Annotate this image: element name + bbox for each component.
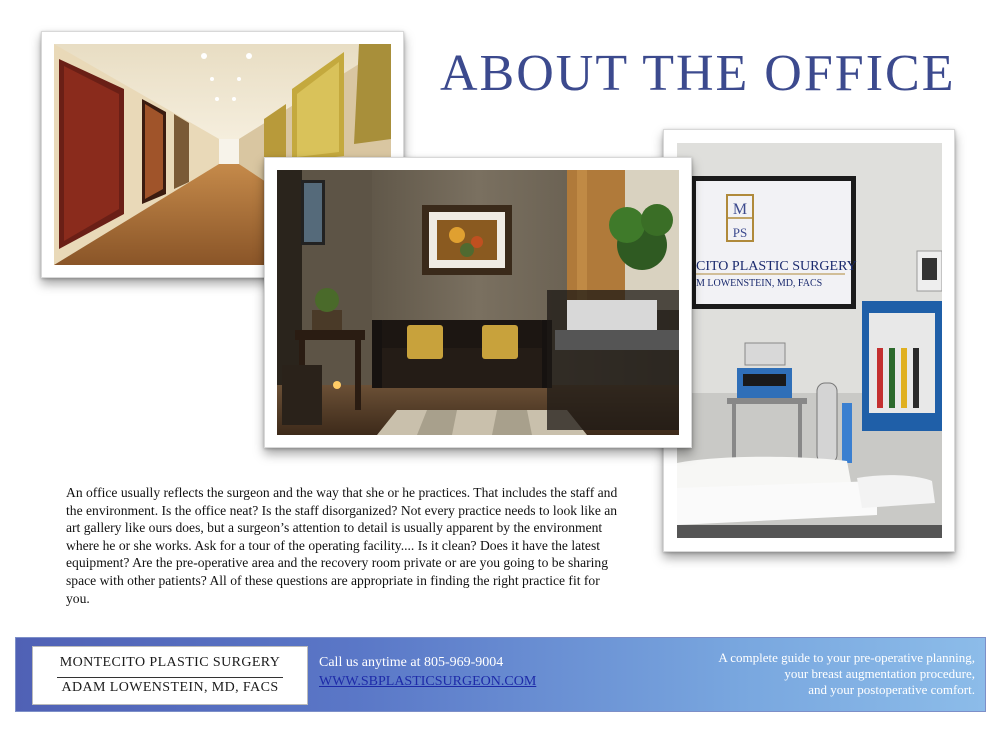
footer-banner [15,637,986,712]
logo-practice-name: MONTECITO PLASTIC SURGERY [59,655,281,670]
guide-line-3: and your postoperative comfort. [808,682,975,697]
monitor-monogram-bottom: PS [732,225,748,240]
page-title: ABOUT THE OFFICE [440,45,956,102]
body-text: An office usually reflects the surgeon and the way that she or he practices. That includes the staff and the environment. Is the office neat? Is the staff disorganized? Not every practice needs to look like an art gallery like ours does, but a surgeon’s attention to detail is usually apparent by the environment where he or she works. Ask for a tour of the operating facility.... Is it clean? Does it have the latest equipment? Are the pre-operative area and the recovery room private or are you going to be sharing space with other patients? All of these questions are appropriate in finding the right practice fit for you. [66,485,618,606]
practice-logo [32,646,308,705]
waiting-room-photo [264,157,692,448]
waiting-room-image [277,170,679,435]
operating-room-photo [663,129,955,552]
guide-line-2: your breast augmentation procedure, [784,666,975,681]
monitor-line1: CITO PLASTIC SURGERY [696,259,857,274]
operating-room-image [677,143,942,538]
guide-tagline [655,650,975,698]
phone-text: Call us anytime at 805-969-9004 [319,655,504,670]
monitor-monogram-top: M [732,201,748,218]
monitor-line2: M LOWENSTEIN, MD, FACS [696,278,823,289]
guide-line-1: A complete guide to your pre-operative planning, [718,650,975,665]
logo-divider [57,677,283,678]
logo-surgeon-name: ADAM LOWENSTEIN, MD, FACS [61,680,279,695]
website-link[interactable]: WWW.SBPLASTICSURGEON.COM [319,674,537,689]
